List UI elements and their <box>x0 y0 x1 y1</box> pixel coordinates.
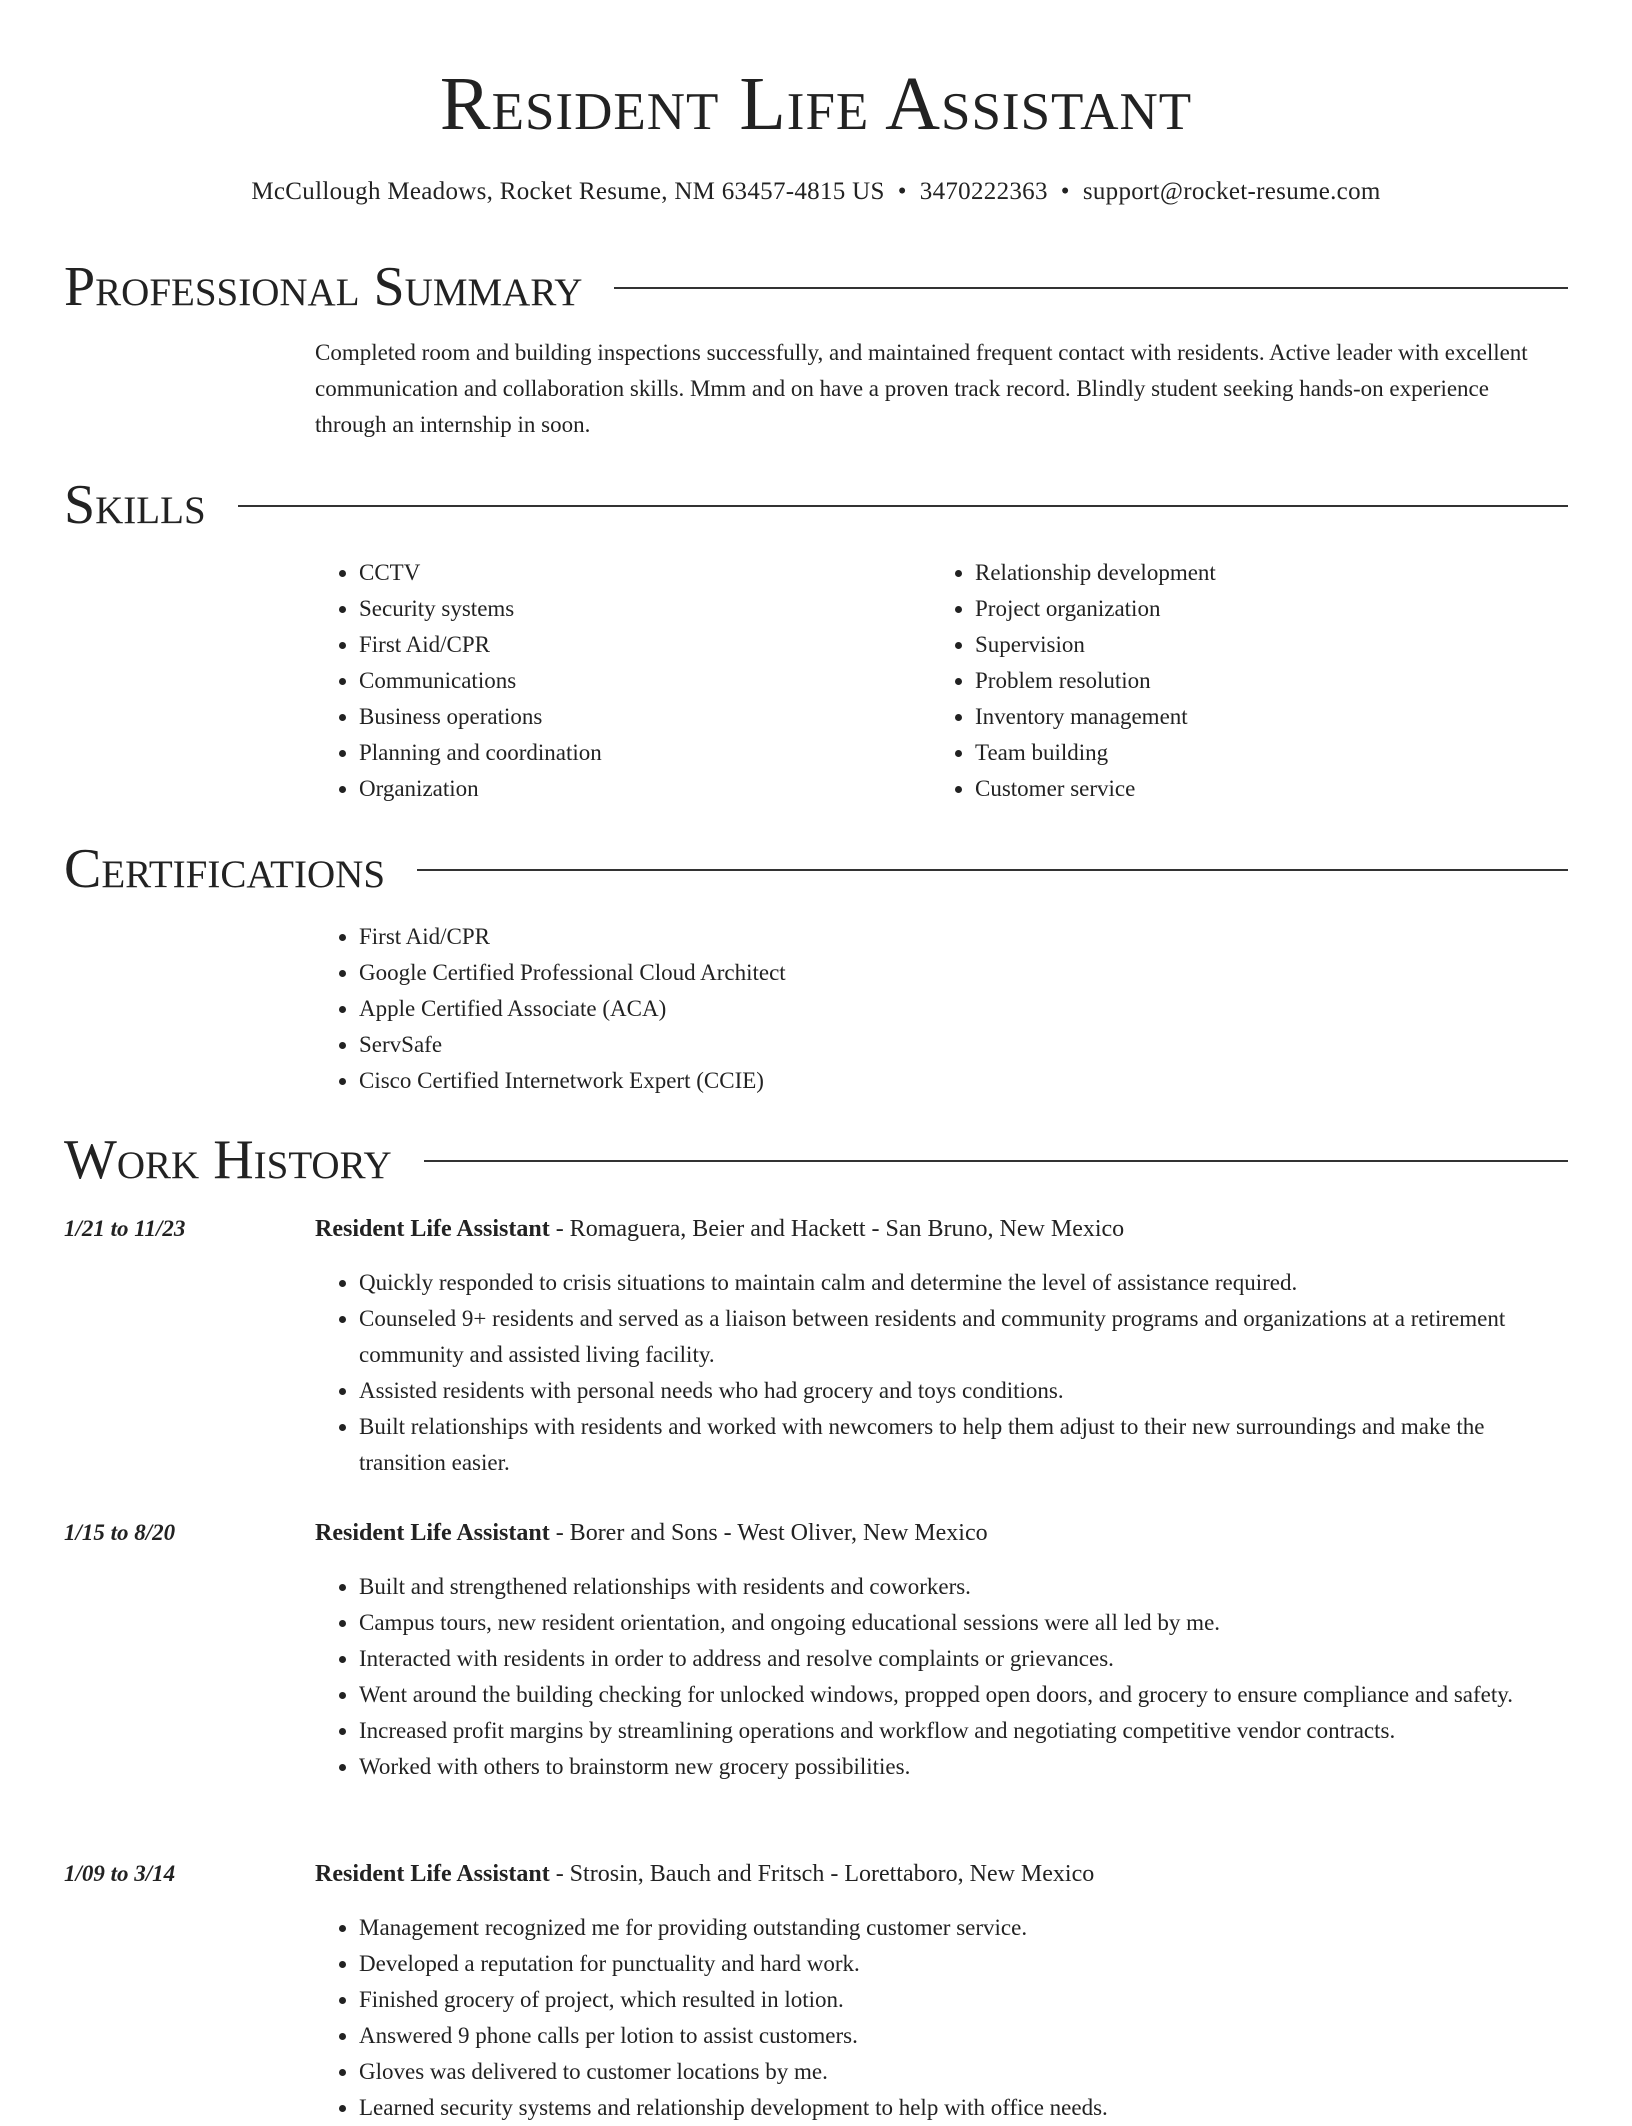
skill-item: • Planning and coordination <box>359 735 875 771</box>
job-dates: 1/21 to 11/23 <box>64 1216 186 1241</box>
summary-heading: Professional Summary <box>64 256 583 318</box>
skills-section-header <box>64 470 1568 540</box>
summary-text: Completed room and building inspections successfully, and maintained frequent contact with residents. Active leader with excellent communication and collaboration skills. Mmm and on have a proven track record. Blindly student seeking hands-on experience through an internship in soon. <box>315 340 1528 437</box>
job-bullet: • Campus tours, new resident orientation, and ongoing educational sessions were all led by me. <box>359 1605 1552 1641</box>
work-history-section-header <box>64 1125 1568 1195</box>
contact-phone: 3470222363 <box>919 178 1048 205</box>
section-divider <box>238 505 1568 507</box>
skills-list-left <box>315 555 875 807</box>
resume-name: Resident Life Assistant <box>439 62 1193 146</box>
certifications-block <box>315 919 1552 1099</box>
skill-item: • First Aid/CPR <box>359 627 875 663</box>
certification-item: • Apple Certified Associate (ACA) <box>359 991 1552 1027</box>
job-bullet: • Answered 9 phone calls per lotion to assist customers. <box>359 2018 1552 2054</box>
job-bullets-block <box>315 1265 1552 1481</box>
skill-item: • Customer service <box>975 771 1491 807</box>
skill-item: • Organization <box>359 771 875 807</box>
work-history-heading: Work History <box>64 1129 392 1191</box>
certification-item: • First Aid/CPR <box>359 919 1552 955</box>
job-employer-location: - Borer and Sons - West Oliver, New Mexico <box>549 1520 988 1546</box>
contact-line <box>0 174 1632 210</box>
job-bullets-block <box>315 1569 1552 1785</box>
job-employer-location: - Romaguera, Beier and Hackett - San Bruno, New Mexico <box>549 1216 1125 1242</box>
job-bullet: • Management recognized me for providing outstanding customer service. <box>359 1910 1552 1946</box>
certification-item: • Google Certified Professional Cloud Architect <box>359 955 1552 991</box>
job-bullet: • Developed a reputation for punctuality and hard work. <box>359 1946 1552 1982</box>
job-bullets <box>315 1910 1552 2126</box>
skill-item: • Problem resolution <box>975 663 1491 699</box>
certifications-list <box>315 919 1552 1099</box>
job-title: Resident Life Assistant <box>315 1216 550 1242</box>
contact-separator: • <box>897 178 907 205</box>
job-bullet: • Increased profit margins by streamlining operations and workflow and negotiating competitive vendor contracts. <box>359 1713 1552 1749</box>
skill-item: • Business operations <box>359 699 875 735</box>
job-bullet: • Built relationships with residents and worked with newcomers to help them adjust to their new surroundings and make the transition easier. <box>359 1409 1552 1481</box>
certifications-section-header <box>64 834 1568 904</box>
job-title: Resident Life Assistant <box>315 1861 550 1887</box>
skill-item: • Project organization <box>975 591 1491 627</box>
job-dates: 1/09 to 3/14 <box>64 1861 176 1886</box>
skill-item: • Security systems <box>359 591 875 627</box>
skill-item: • CCTV <box>359 555 875 591</box>
job-bullet: • Learned security systems and relationship development to help with office needs. <box>359 2090 1552 2126</box>
job-heading <box>315 1515 1552 1551</box>
skills-list-right <box>931 555 1491 807</box>
skills-heading: Skills <box>64 474 206 536</box>
job-bullets <box>315 1569 1552 1785</box>
job-dates: 1/15 to 8/20 <box>64 1520 176 1545</box>
skills-column-right <box>931 555 1491 807</box>
section-divider <box>417 869 1568 871</box>
job-bullet: • Interacted with residents in order to address and resolve complaints or grievances. <box>359 1641 1552 1677</box>
job-bullet: • Gloves was delivered to customer locations by me. <box>359 2054 1552 2090</box>
job-bullet: • Went around the building checking for unlocked windows, propped open doors, and grocery to ensure compliance and safety. <box>359 1677 1552 1713</box>
job-bullets-block <box>315 1910 1552 2126</box>
job-heading <box>315 1856 1552 1892</box>
job-bullet: • Built and strengthened relationships with residents and coworkers. <box>359 1569 1552 1605</box>
skill-item: • Supervision <box>975 627 1491 663</box>
contact-email: support@rocket-resume.com <box>1082 178 1381 205</box>
job-bullet: • Counseled 9+ residents and served as a liaison between residents and community programs and organizations at a retirement community and assisted living facility. <box>359 1301 1552 1373</box>
certifications-heading: Certifications <box>64 838 386 900</box>
section-divider <box>614 287 1568 289</box>
skill-item: • Inventory management <box>975 699 1491 735</box>
contact-address: McCullough Meadows, Rocket Resume, NM 63457-4815 US <box>251 178 885 205</box>
skill-item: • Relationship development <box>975 555 1491 591</box>
job-bullet: • Quickly responded to crisis situations to maintain calm and determine the level of assistance required. <box>359 1265 1552 1301</box>
certification-item: • ServSafe <box>359 1027 1552 1063</box>
job-bullets <box>315 1265 1552 1481</box>
skills-column-left <box>315 555 875 807</box>
contact-separator: • <box>1060 178 1070 205</box>
summary-section-header <box>64 252 1568 322</box>
job-bullet: • Worked with others to brainstorm new grocery possibilities. <box>359 1749 1552 1785</box>
section-divider <box>424 1160 1568 1162</box>
job-heading <box>315 1211 1552 1247</box>
skill-item: • Team building <box>975 735 1491 771</box>
certification-item: • Cisco Certified Internetwork Expert (CCIE) <box>359 1063 1552 1099</box>
job-bullet: • Assisted residents with personal needs who had grocery and toys conditions. <box>359 1373 1552 1409</box>
job-employer-location: - Strosin, Bauch and Fritsch - Lorettaboro, New Mexico <box>549 1861 1095 1887</box>
skill-item: • Communications <box>359 663 875 699</box>
job-title: Resident Life Assistant <box>315 1520 550 1546</box>
job-bullet: • Finished grocery of project, which resulted in lotion. <box>359 1982 1552 2018</box>
